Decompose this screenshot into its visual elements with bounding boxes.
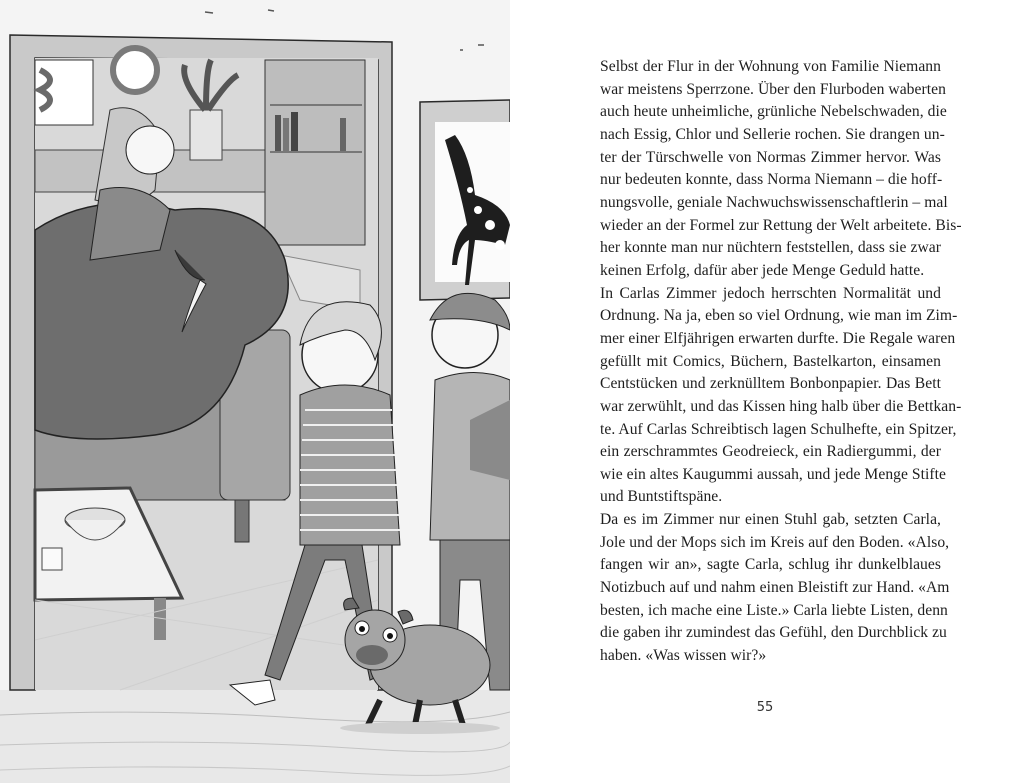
text-line: In Carlas Zimmer jedoch herrschten Normalität und — [600, 284, 941, 302]
text-line: Da es im Zimmer nur einen Stuhl gab, setzten Carla, — [600, 511, 941, 529]
text-line: nach Essig, Chlor und Sellerie rochen. Sie drangen un- — [600, 125, 945, 143]
text-line: war meistens Sperrzone. Über den Flurboden waberten — [600, 80, 946, 98]
text-line: nur bedeuten konnte, dass Norma Niemann – die hoff- — [600, 171, 943, 189]
text-line: keinen Erfolg, dafür aber jede Menge Geduld hatte. — [600, 261, 925, 279]
text-line: auch heute unheimliche, grünliche Nebelschwaden, die — [600, 103, 947, 121]
text-page — [587, 56, 962, 668]
text-line: mer einer Elfjährigen erwarten durfte. Die Regale waren — [600, 329, 956, 347]
text-line: wie ein altes Kaugummi aussah, und jede Menge Stifte — [600, 465, 947, 483]
text-line: Ordnung. Na ja, eben so viel Ordnung, wie man im Zim- — [600, 307, 958, 325]
text-line: Selbst der Flur in der Wohnung von Familie Niemann — [600, 58, 941, 75]
text-line: wieder an der Formel zur Rettung der Welt arbeitete. Bis- — [600, 216, 962, 234]
text-line: die gaben ihr zumindest das Gefühl, den Durchblick zu — [600, 624, 947, 642]
paragraph-2 — [587, 283, 962, 510]
text-line: und Buntstiftspäne. — [600, 488, 723, 506]
text-line: te. Auf Carlas Schreibtisch lagen Schulhefte, ein Spitzer, — [600, 420, 957, 438]
page-number: 55 — [756, 700, 774, 715]
text-line: gefüllt mit Comics, Büchern, Bastelkarton, einsamen — [600, 352, 941, 370]
text-line: haben. «Was wissen wir?» — [600, 647, 767, 665]
paragraph-3 — [587, 509, 950, 668]
text-line: fangen wir an», sagte Carla, schlug ihr dunkelblaues — [600, 556, 941, 574]
text-line: war zerwühlt, und das Kissen hing halb über die Bettkan- — [600, 397, 962, 415]
text-line: Jole und der Mops sich im Kreis auf den Boden. «Also, — [600, 533, 950, 551]
text-line: nungsvolle, geniale Nachwuchswissenschaftlerin – mal — [600, 193, 948, 211]
text-line: her konnte man nur nüchtern feststellen, dass sie zwar — [600, 239, 941, 257]
text-line: Centstücken und zerknülltem Bonbonpapier. Das Bett — [600, 375, 941, 393]
text-line: besten, ich mache eine Liste.» Carla liebte Listen, denn — [600, 601, 948, 619]
text-line: ein zerschrammtes Geodreieck, ein Radiergummi, der — [600, 443, 941, 461]
text-line: Notizbuch auf und nahm einen Bleistift zur Hand. «Am — [600, 579, 950, 597]
text-line: ter der Türschwelle von Normas Zimmer hervor. Was — [600, 148, 941, 166]
paragraph-1 — [587, 56, 962, 283]
